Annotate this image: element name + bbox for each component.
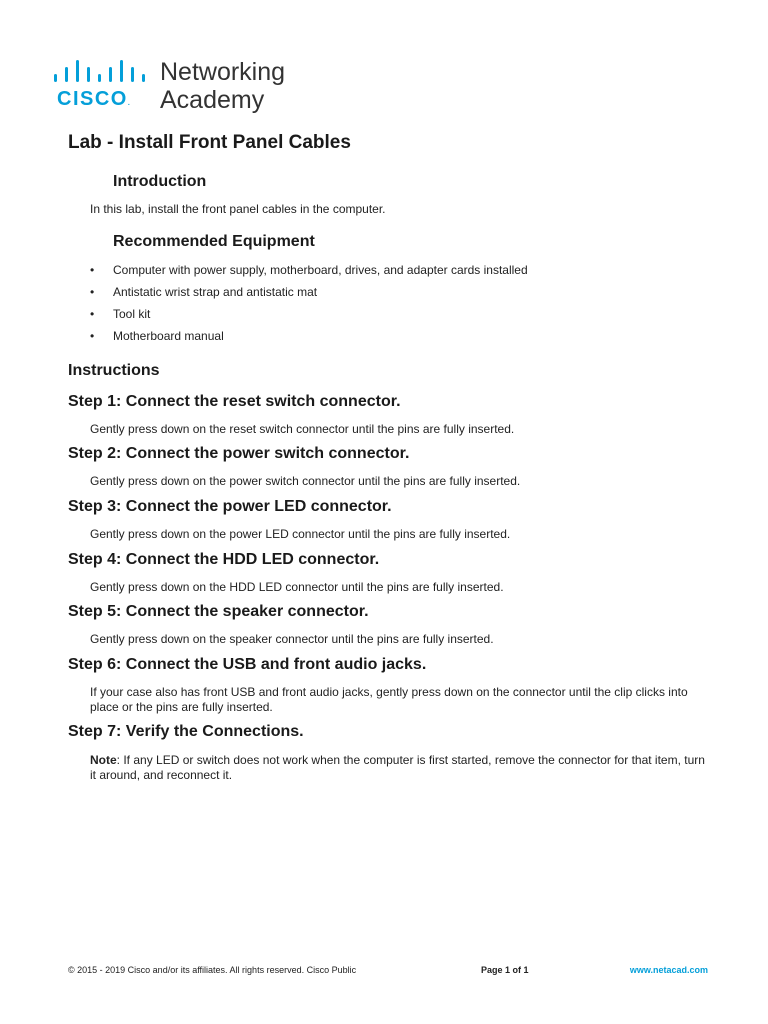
cisco-bars-icon bbox=[54, 58, 146, 82]
step-1-text: Gently press down on the reset switch connector until the pins are fully inserted. bbox=[90, 422, 515, 436]
step-6-text: If your case also has front USB and front audio jacks, gently press down on the connector until the clip clicks into place or the pins are fully inserted. bbox=[90, 685, 688, 714]
equipment-heading: Recommended Equipment bbox=[113, 233, 315, 250]
equipment-item: • Tool kit bbox=[90, 306, 528, 328]
footer-page-number: Page 1 of 1 bbox=[481, 965, 529, 975]
equipment-item: • Antistatic wrist strap and antistatic mat bbox=[90, 284, 528, 306]
logo-line-networking: Networking bbox=[160, 58, 286, 86]
step-5-text: Gently press down on the speaker connector until the pins are fully inserted. bbox=[90, 632, 494, 646]
page-title: Lab - Install Front Panel Cables bbox=[68, 132, 351, 153]
footer-copyright: © 2015 - 2019 Cisco and/or its affiliates. All rights reserved. Cisco Public bbox=[68, 965, 357, 975]
cisco-networking-academy-logo bbox=[54, 58, 314, 116]
cisco-wordmark: CISCO. bbox=[57, 88, 130, 110]
page-footer bbox=[68, 965, 708, 979]
instructions-heading: Instructions bbox=[68, 362, 160, 379]
step-2-text: Gently press down on the power switch connector until the pins are fully inserted. bbox=[90, 474, 521, 488]
step-3-heading: Step 3: Connect the power LED connector. bbox=[68, 498, 392, 515]
step-4-heading: Step 4: Connect the HDD LED connector. bbox=[68, 551, 380, 568]
introduction-text: In this lab, install the front panel cables in the computer. bbox=[90, 202, 386, 216]
introduction-heading: Introduction bbox=[113, 173, 207, 190]
step-7-heading: Step 7: Verify the Connections. bbox=[68, 723, 304, 740]
step-5-heading: Step 5: Connect the speaker connector. bbox=[68, 603, 369, 620]
note-label: Note bbox=[90, 753, 117, 767]
note-text: : If any LED or switch does not work when the computer is first started, remove the connector for that item, turn it around, and reconnect it. bbox=[90, 753, 705, 782]
logo-line-academy: Academy bbox=[160, 86, 265, 114]
step-7-note bbox=[90, 753, 710, 783]
step-3-text: Gently press down on the power LED connector until the pins are fully inserted. bbox=[90, 527, 511, 541]
step-1-heading: Step 1: Connect the reset switch connector. bbox=[68, 393, 401, 410]
equipment-item: • Computer with power supply, motherboard, drives, and adapter cards installed bbox=[90, 262, 528, 284]
step-4-text: Gently press down on the HDD LED connector until the pins are fully inserted. bbox=[90, 580, 504, 594]
equipment-list bbox=[90, 262, 528, 350]
logo-academy-text bbox=[160, 58, 285, 114]
footer-website-link[interactable]: www.netacad.com bbox=[629, 965, 708, 975]
equipment-item: • Motherboard manual bbox=[90, 328, 528, 350]
step-2-heading: Step 2: Connect the power switch connector. bbox=[68, 445, 410, 462]
step-6-heading: Step 6: Connect the USB and front audio jacks. bbox=[68, 656, 427, 673]
